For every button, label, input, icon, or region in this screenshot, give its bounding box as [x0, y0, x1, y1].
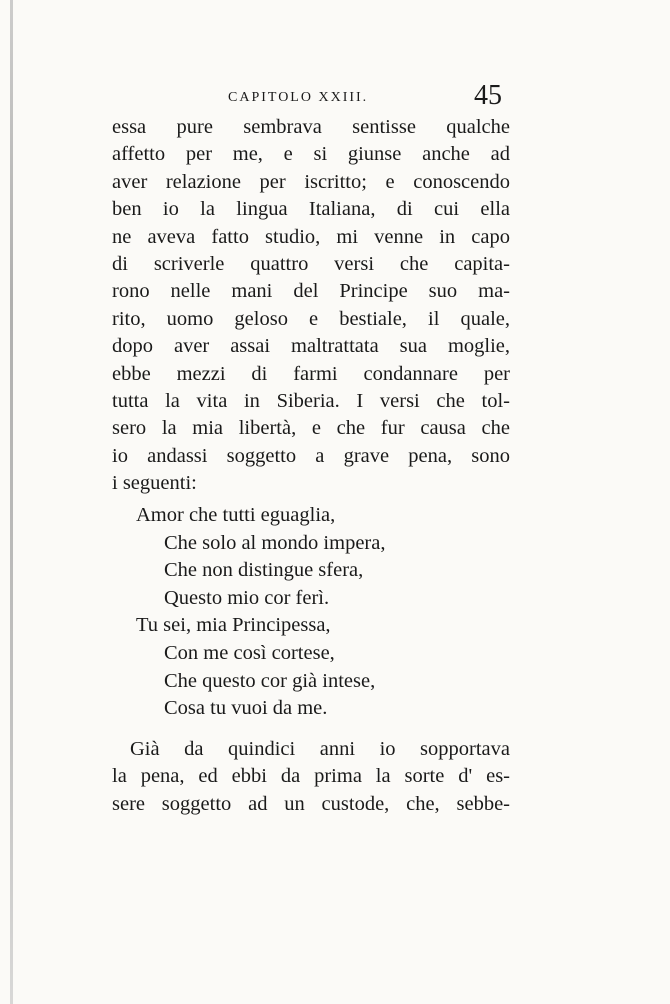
text-line: Già da quindici anni io sopportava — [130, 738, 510, 760]
poem-line: Con me così cortese, — [164, 641, 335, 664]
text-line: essa pure sembrava sentisse qualche — [112, 116, 510, 138]
text-line: io andassi soggetto a grave pena, sono — [112, 444, 510, 467]
text-line: ben io la lingua Italiana, di cui ella — [112, 198, 510, 221]
text-line: tutta la vita in Siberia. I versi che tol- — [112, 390, 510, 413]
text-line: ne aveva fatto studio, mi venne in capo — [112, 225, 510, 248]
text-line: dopo aver assai maltrattata sua moglie, — [112, 335, 510, 358]
text-line: rito, uomo geloso e bestiale, il quale, — [112, 307, 510, 330]
poem-line: Cosa tu vuoi da me. — [164, 697, 328, 720]
paragraph-2 — [112, 736, 510, 818]
page-number: 45 — [474, 80, 502, 111]
text-line: affetto per me, e si giunse anche ad — [112, 143, 510, 166]
running-head: CAPITOLO XXIII. — [228, 90, 369, 105]
poem-line: Tu sei, mia Principessa, — [136, 614, 331, 637]
poem-line: Che questo cor già intese, — [164, 669, 376, 692]
page-binding-edge — [10, 0, 13, 1004]
text-line: sere soggetto ad un custode, che, sebbe- — [112, 792, 510, 815]
text-line: rono nelle mani del Principe suo ma- — [112, 280, 510, 303]
text-line: i seguenti: — [112, 472, 197, 495]
paragraph-1 — [112, 114, 510, 498]
text-line: la pena, ed ebbi da prima la sorte d' es- — [112, 765, 510, 788]
text-line: aver relazione per iscritto; e conoscendo — [112, 170, 510, 193]
poem-line: Amor che tutti eguaglia, — [136, 504, 336, 526]
poem-line: Che non distingue sfera, — [164, 559, 364, 582]
poem-line: Questo mio cor ferì. — [164, 586, 330, 609]
text-line: ebbe mezzi di farmi condannare per — [112, 362, 510, 385]
text-line: di scriverle quattro versi che capita- — [112, 253, 510, 276]
text-line: sero la mia libertà, e che fur causa che — [112, 417, 510, 440]
poem — [112, 502, 512, 723]
poem-line: Che solo al mondo impera, — [164, 531, 386, 554]
